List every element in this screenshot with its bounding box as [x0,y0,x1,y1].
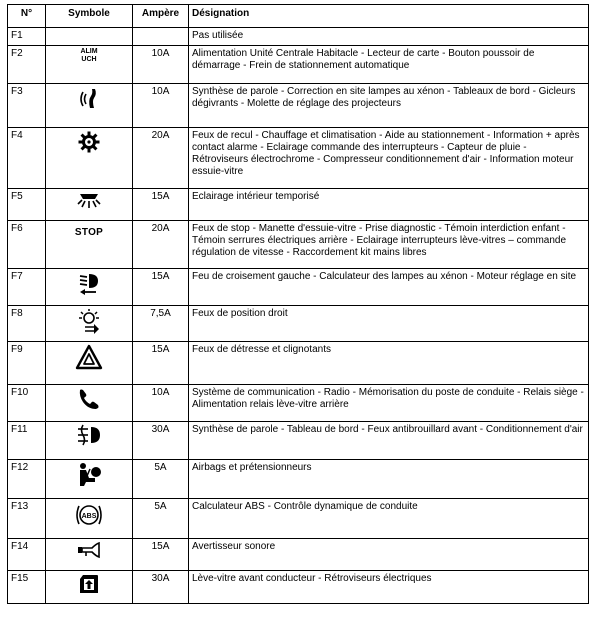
fuse-designation: Feux de position droit [189,306,589,342]
fuse-number: F13 [8,499,46,539]
table-row [8,422,589,460]
fuse-number: F7 [8,269,46,306]
window-lift-icon [78,573,100,595]
fuse-amp: 30A [133,571,189,604]
fuse-number: F12 [8,460,46,499]
fuse-amp: 5A [133,460,189,499]
symbol-cell [46,499,133,539]
table-row [8,306,589,342]
fuse-amp: 20A [133,128,189,189]
table-row [8,221,589,269]
table-row [8,460,589,499]
table-row [8,385,589,422]
table-row [8,499,589,539]
table-row [8,189,589,221]
fuse-number: F15 [8,571,46,604]
fuse-number: F9 [8,342,46,385]
fuse-number: F11 [8,422,46,460]
abs-icon-label: ABS [81,513,97,520]
fuse-designation: Synthèse de parole - Correction en site lampes au xénon - Tableaux de bord - Gicleurs dégivrants - Molette de réglage des projecteurs [189,84,589,128]
symbol-cell [46,28,133,46]
fuse-number: F8 [8,306,46,342]
symbol-cell [46,84,133,128]
fuse-amp: 10A [133,46,189,84]
fuse-amp: 15A [133,269,189,306]
fuse-amp: 15A [133,342,189,385]
fuse-number: F4 [8,128,46,189]
fuse-amp: 15A [133,539,189,571]
symbol-cell [46,571,133,604]
table-row [8,269,589,306]
table-row [8,539,589,571]
fuse-designation: Pas utilisée [189,28,589,46]
fuse-number: F6 [8,221,46,269]
fuse-number: F1 [8,28,46,46]
fuse-amp [133,28,189,46]
fuse-number: F14 [8,539,46,571]
fuse-number: F2 [8,46,46,84]
symbol-cell [46,422,133,460]
fuse-number: F5 [8,189,46,221]
fuse-amp: 15A [133,189,189,221]
fuse-designation: Feux de stop - Manette d'essuie-vitre - Prise diagnostic - Témoin interdiction enfant - Témoin serrures électriques arrière - Eclairage interrupteurs lève-vitres – commande régulation de vitesse - Raccordement kit mains libres [189,221,589,269]
fuse-amp: 10A [133,84,189,128]
symbol-cell [46,269,133,306]
fuse-designation: Calculateur ABS - Contrôle dynamique de conduite [189,499,589,539]
fuse-number: F10 [8,385,46,422]
abs-icon [74,501,104,529]
header-amp: Ampère [133,5,189,28]
symbol-cell [46,460,133,499]
symbol-cell [46,385,133,422]
header-symbol: Symbole [46,5,133,28]
symbol-cell [46,539,133,571]
table-row [8,571,589,604]
symbol-cell [46,46,133,84]
phone-icon [77,387,101,411]
fuse-designation: Feux de détresse et clignotants [189,342,589,385]
symbol-cell [46,306,133,342]
header-num: N° [8,5,46,28]
table-row [8,84,589,128]
fuse-amp: 7,5A [133,306,189,342]
table-row [8,46,589,84]
headlamp-adjust-icon [76,272,102,296]
symbol-cell [46,342,133,385]
fuse-amp: 5A [133,499,189,539]
fuse-designation: Avertisseur sonore [189,539,589,571]
fuse-designation: Eclairage intérieur temporisé [189,189,589,221]
fuse-amp: 10A [133,385,189,422]
fuse-designation: Feux de recul - Chauffage et climatisation - Aide au stationnement - Information + après contact alarme - Eclairage commande des interrupteurs - Capteur de pluie - Rétroviseurs électrochrome - Compresseur conditionnement d'air - Information moteur essuie-vitre [189,128,589,189]
alim-uch-icon: ALIM UCH [80,48,98,63]
header-designation: Désignation [189,5,589,28]
fog-light-icon [74,424,104,446]
fuse-amp: 20A [133,221,189,269]
fuse-designation: Feu de croisement gauche - Calculateur des lampes au xénon - Moteur réglage en site [189,269,589,306]
header-row [8,5,589,28]
fuse-designation: Synthèse de parole - Tableau de bord - Feux antibrouillard avant - Conditionnement d'air [189,422,589,460]
gear-icon [78,131,100,153]
table-row [8,128,589,189]
airbag-icon [75,462,103,488]
interior-light-icon [76,192,102,210]
fuse-designation: Airbags et prétensionneurs [189,460,589,499]
fuse-number: F3 [8,84,46,128]
fuse-designation: Alimentation Unité Centrale Habitacle - Lecteur de carte - Bouton poussoir de démarrage - Frein de stationnement automatique [189,46,589,84]
horn-icon [76,541,102,559]
fuse-designation: Lève-vitre avant conducteur - Rétroviseurs électriques [189,571,589,604]
symbol-cell [46,221,133,269]
fuse-amp: 30A [133,422,189,460]
hazard-triangle-icon [75,344,103,370]
symbol-cell [46,128,133,189]
fuse-table [7,4,589,604]
table-row [8,28,589,46]
position-light-icon [76,308,102,336]
fuse-designation: Système de communication - Radio - Mémorisation du poste de conduite - Relais siège - Alimentation relais lève-vitre arrière [189,385,589,422]
voice-synthesis-icon [77,86,101,112]
stop-icon: STOP [74,227,104,238]
table-row [8,342,589,385]
symbol-cell [46,189,133,221]
